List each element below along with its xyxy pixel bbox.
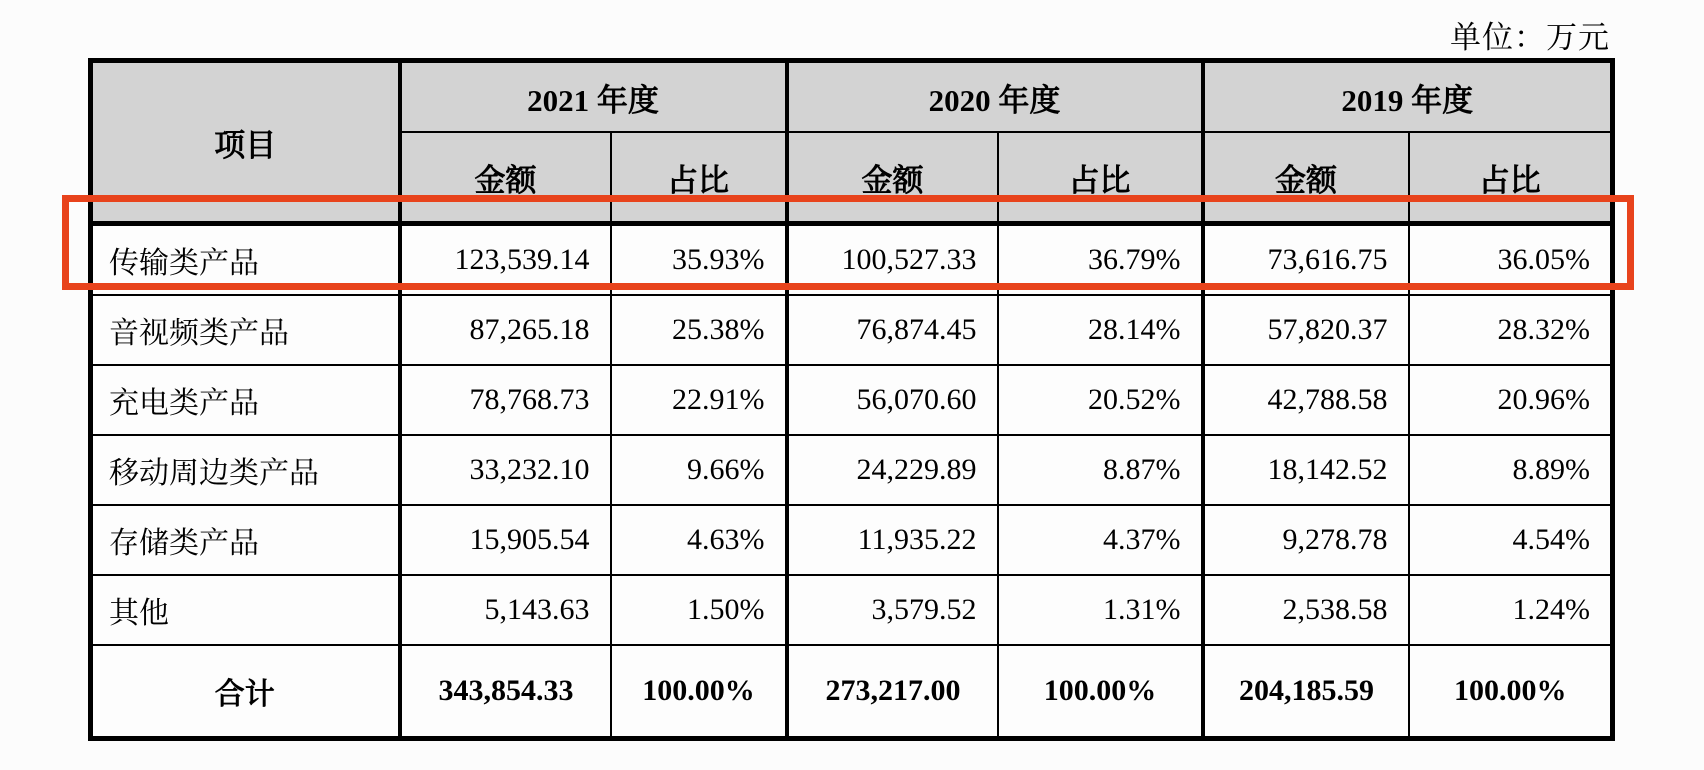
- amount-2019: 18,142.52: [1203, 435, 1409, 505]
- subheader-amount-2021: 金额: [400, 132, 611, 224]
- amount-2021: 78,768.73: [400, 365, 611, 435]
- ratio-2021: 35.93%: [611, 224, 787, 296]
- amount-2021: 87,265.18: [400, 295, 611, 365]
- table-row-charging: [91, 365, 1613, 435]
- subheader-ratio-2021: 占比: [611, 132, 787, 224]
- amount-2021: 15,905.54: [400, 505, 611, 575]
- revenue-breakdown-table: [88, 58, 1615, 741]
- ratio-2020: 4.37%: [998, 505, 1203, 575]
- total-amount-2021: 343,854.33: [400, 645, 611, 739]
- total-ratio-2020: 100.00%: [998, 645, 1203, 739]
- ratio-2019: 28.32%: [1409, 295, 1613, 365]
- ratio-2021: 4.63%: [611, 505, 787, 575]
- amount-2019: 73,616.75: [1203, 224, 1409, 296]
- amount-2019: 57,820.37: [1203, 295, 1409, 365]
- table-header: [91, 61, 1613, 224]
- table-row-audio-video: [91, 295, 1613, 365]
- total-ratio-2021: 100.00%: [611, 645, 787, 739]
- amount-2019: 9,278.78: [1203, 505, 1409, 575]
- column-header-item: 项目: [91, 61, 400, 224]
- column-header-year-2019: 2019 年度: [1203, 61, 1613, 133]
- ratio-2020: 36.79%: [998, 224, 1203, 296]
- row-label: 移动周边类产品: [91, 435, 400, 505]
- amount-2020: 56,070.60: [787, 365, 998, 435]
- row-label: 音视频类产品: [91, 295, 400, 365]
- amount-2020: 100,527.33: [787, 224, 998, 296]
- row-label: 充电类产品: [91, 365, 400, 435]
- amount-2020: 24,229.89: [787, 435, 998, 505]
- ratio-2020: 8.87%: [998, 435, 1203, 505]
- subheader-ratio-2020: 占比: [998, 132, 1203, 224]
- row-label: 传输类产品: [91, 224, 400, 296]
- ratio-2021: 9.66%: [611, 435, 787, 505]
- amount-2021: 33,232.10: [400, 435, 611, 505]
- ratio-2019: 20.96%: [1409, 365, 1613, 435]
- ratio-2021: 1.50%: [611, 575, 787, 645]
- column-header-year-2020: 2020 年度: [787, 61, 1203, 133]
- row-label: 其他: [91, 575, 400, 645]
- subheader-amount-2019: 金额: [1203, 132, 1409, 224]
- subheader-ratio-2019: 占比: [1409, 132, 1613, 224]
- amount-2021: 123,539.14: [400, 224, 611, 296]
- ratio-2020: 28.14%: [998, 295, 1203, 365]
- amount-2020: 76,874.45: [787, 295, 998, 365]
- table-header-group-row: [91, 61, 1613, 133]
- unit-label: 单位：万元: [1450, 20, 1610, 55]
- ratio-2019: 4.54%: [1409, 505, 1613, 575]
- column-header-year-2021: 2021 年度: [400, 61, 787, 133]
- amount-2019: 42,788.58: [1203, 365, 1409, 435]
- ratio-2020: 20.52%: [998, 365, 1203, 435]
- amount-2019: 2,538.58: [1203, 575, 1409, 645]
- ratio-2019: 36.05%: [1409, 224, 1613, 296]
- table-row-storage: [91, 505, 1613, 575]
- ratio-2019: 1.24%: [1409, 575, 1613, 645]
- table-row-mobile-peripheral: [91, 435, 1613, 505]
- total-ratio-2019: 100.00%: [1409, 645, 1613, 739]
- ratio-2021: 22.91%: [611, 365, 787, 435]
- table-total-row: [91, 645, 1613, 739]
- amount-2020: 3,579.52: [787, 575, 998, 645]
- total-label: 合计: [91, 645, 400, 739]
- ratio-2019: 8.89%: [1409, 435, 1613, 505]
- total-amount-2019: 204,185.59: [1203, 645, 1409, 739]
- ratio-2021: 25.38%: [611, 295, 787, 365]
- row-label: 存储类产品: [91, 505, 400, 575]
- ratio-2020: 1.31%: [998, 575, 1203, 645]
- table-row-other: [91, 575, 1613, 645]
- subheader-amount-2020: 金额: [787, 132, 998, 224]
- total-amount-2020: 273,217.00: [787, 645, 998, 739]
- amount-2021: 5,143.63: [400, 575, 611, 645]
- amount-2020: 11,935.22: [787, 505, 998, 575]
- table-row-transmission: [91, 224, 1613, 296]
